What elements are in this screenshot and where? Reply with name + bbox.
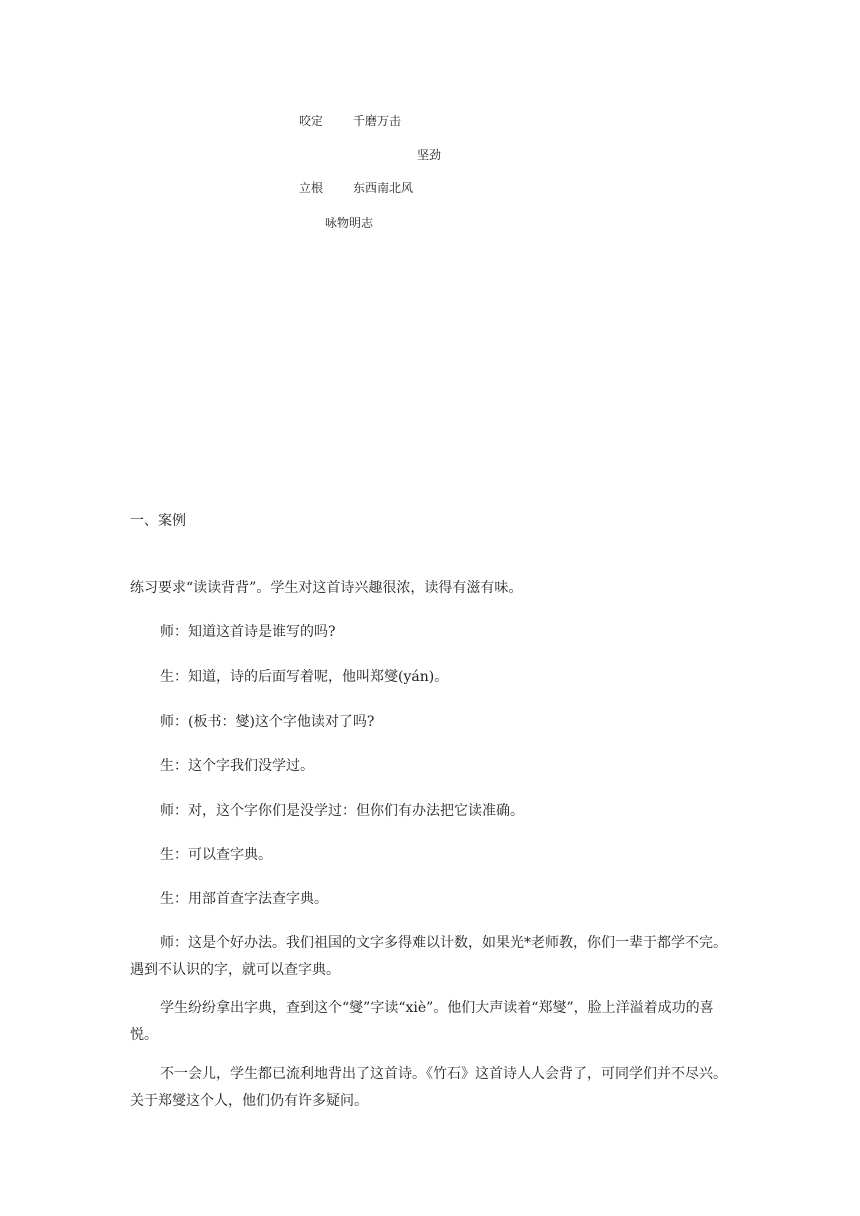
paragraph-dialogue: 师：知道这首诗是谁写的吗? — [160, 624, 336, 640]
board-text-dongxinanbeifeng: 东西南北风 — [353, 181, 414, 195]
board-text-jianjin: 坚劲 — [417, 148, 442, 162]
paragraph-dialogue: 生：这个字我们没学过。 — [160, 758, 314, 774]
board-text-yongwumingzhi: 咏物明志 — [325, 216, 374, 230]
paragraph-dialogue: 师：(板书：燮)这个字他读对了吗? — [160, 714, 375, 730]
paragraph-dialogue: 生：知道，诗的后面写着呢，他叫郑燮(yán)。 — [160, 669, 449, 685]
paragraph-narration: 学生纷纷拿出字典，查到这个“燮”字读“xiè”。他们大声读着“郑燮”，脸上洋溢着成功的喜悦。 — [130, 1000, 714, 1043]
section-heading: 一、案例 — [130, 513, 186, 529]
board-text-yaoding: 咬定 — [299, 114, 324, 128]
paragraph-dialogue: 师：对，这个字你们是没学过：但你们有办法把它读准确。 — [160, 803, 524, 819]
paragraph-dialogue: 师：这是个好办法。我们祖国的文字多得难以计数，如果光*老师教，你们一辈于都学不完。遇到不认识的字，就可以查字典。 — [130, 935, 727, 978]
paragraph-narration: 不一会儿，学生都已流利地背出了这首诗。《竹石》这首诗人人会背了，可同学们并不尽兴。关于郑燮这个人，他们仍有许多疑问。 — [130, 1066, 727, 1109]
board-text-ligen: 立根 — [299, 181, 324, 195]
board-text-qianmowanji: 千磨万击 — [353, 114, 402, 128]
paragraph-intro: 练习要求“读读背背”。学生对这首诗兴趣很浓，读得有滋有味。 — [130, 580, 523, 596]
paragraph-dialogue: 生：可以查字典。 — [160, 847, 272, 863]
paragraph-dialogue: 生：用部首查字法查字典。 — [160, 891, 328, 907]
